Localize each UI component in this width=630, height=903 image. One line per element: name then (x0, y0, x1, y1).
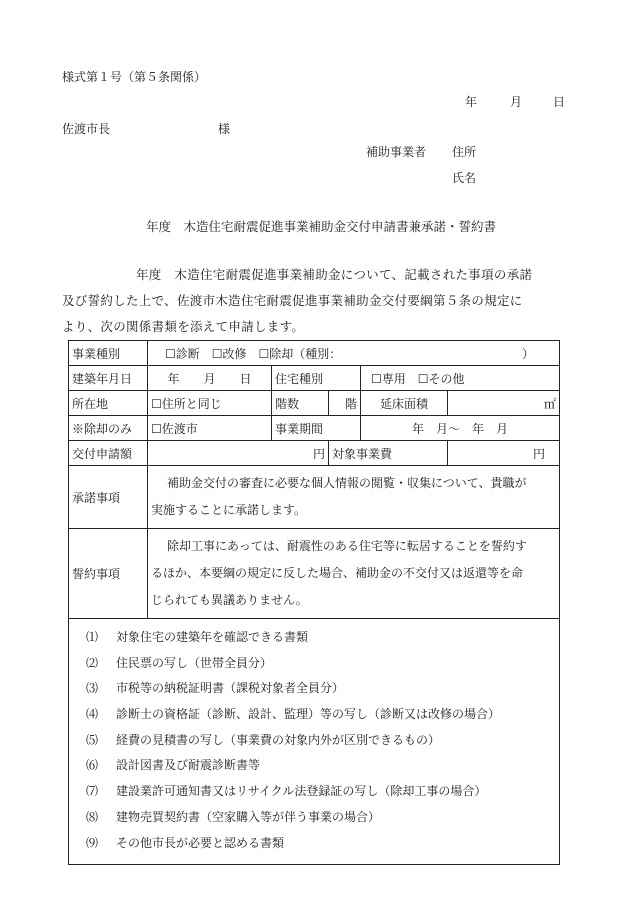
built-date-field[interactable]: 年 月 日 (148, 366, 272, 391)
table-row (69, 391, 560, 416)
floor-area-label: 延床面積 (361, 391, 448, 416)
document-number: ⑸ (86, 732, 99, 747)
document-list-item (72, 831, 556, 857)
document-text: 住民票の写し（世帯全員分） (116, 655, 273, 670)
project-type-field[interactable] (148, 341, 560, 366)
document-text: 設計図書及び耐震診断書等 (116, 758, 261, 773)
grant-amount-label: 交付申請額 (69, 441, 148, 466)
pledge-line: るほか、本要綱の規定に反した場合、補助金の不交付又は返還等を命 (151, 566, 524, 580)
table-row (69, 529, 560, 619)
pledge-label: 誓約事項 (69, 529, 148, 619)
document-number: ⑴ (86, 630, 99, 644)
project-type-label: 事業種別 (69, 341, 148, 366)
location-sado-option[interactable]: ☐佐渡市 (148, 416, 272, 441)
attached-documents-list (69, 619, 560, 865)
table-row (69, 441, 560, 466)
honorific: 様 (218, 122, 231, 136)
demolition-only-label: ※除却のみ (69, 416, 148, 441)
document-number: ⑹ (86, 758, 99, 773)
grant-amount-field[interactable]: 円 (148, 441, 329, 466)
table-row (69, 416, 560, 441)
period-label: 事業期間 (272, 416, 361, 441)
document-list-item (72, 753, 556, 779)
floors-field[interactable]: 階 (329, 391, 361, 416)
document-number: ⑷ (86, 707, 99, 722)
document-list-item (72, 728, 556, 754)
document-number: ⑺ (86, 784, 99, 799)
document-list-item (72, 676, 556, 702)
document-text: 建物売買契約書（空家購入等が伴う事業の場合） (116, 809, 381, 824)
address-label: 住所 (452, 145, 477, 159)
document-list-item (72, 702, 556, 728)
intro-line: より、次の関係書類を添えて申請します。 (62, 319, 305, 334)
document-text: 市税等の納税証明書（課税対象者全員分） (116, 681, 345, 696)
document-text: 診断士の資格証（診断、設計、監理）等の写し（診断又は改修の場合） (116, 707, 501, 722)
date-month-label: 月 (510, 95, 523, 109)
document-list-item (72, 625, 556, 651)
intro-line (62, 262, 577, 288)
applicant-label: 補助事業者 (366, 145, 427, 159)
project-type-close: ） (522, 346, 535, 361)
built-date-label: 建築年月日 (69, 366, 148, 391)
pledge-text (148, 529, 560, 619)
period-field[interactable]: 年 月～ 年 月 (361, 416, 560, 441)
location-label: 所在地 (69, 391, 148, 416)
project-cost-field[interactable]: 円 (448, 441, 560, 466)
project-cost-label: 対象事業費 (329, 441, 448, 466)
application-form-table (68, 340, 560, 865)
document-title: 年度 木造住宅耐震促進事業補助金交付申請書兼承諾・誓約書 (146, 219, 497, 234)
floors-label: 階数 (272, 391, 329, 416)
document-text: その他市長が必要と認める書類 (116, 835, 285, 850)
addressee: 佐渡市長 (62, 122, 111, 136)
intro-paragraph (62, 262, 577, 340)
documents-container (72, 625, 556, 856)
table-row (69, 341, 560, 366)
document-text: 経費の見積書の写し（事業費の対象内外が区別できるもの） (116, 732, 441, 747)
pledge-line: じられても異議ありません。 (151, 593, 308, 607)
consent-text (148, 466, 560, 529)
document-list-item (72, 779, 556, 805)
consent-label: 承諾事項 (69, 466, 148, 529)
consent-line: 実施することに承諾します。 (151, 503, 307, 517)
location-same-option[interactable]: ☐住所と同じ (148, 391, 272, 416)
document-number: ⑵ (86, 655, 99, 670)
document-number: ⑻ (86, 809, 99, 824)
name-label: 氏名 (452, 171, 477, 185)
table-row (69, 619, 560, 865)
form-number: 様式第１号（第５条関係） (62, 70, 207, 84)
housing-type-field[interactable]: ☐専用 ☐その他 (361, 366, 560, 391)
table-row (69, 466, 560, 529)
document-list-item (72, 805, 556, 831)
date-day-label: 日 (553, 95, 566, 109)
document-text: 対象住宅の建築年を確認できる書類 (116, 630, 309, 644)
document-number: ⑶ (86, 681, 99, 696)
intro-line: 及び誓約した上で、佐渡市木造住宅耐震促進事業補助金交付要綱第５条の規定に (62, 293, 523, 308)
document-number: ⑼ (86, 835, 99, 850)
date-year-label: 年 (465, 95, 478, 109)
table-row (69, 366, 560, 391)
document-list-item (72, 651, 556, 677)
project-type-options[interactable]: ☐診断 ☐改修 ☐除却（種別： (165, 346, 342, 361)
intro-line-1: 年度 木造住宅耐震促進事業補助金について、記載された事項の承諾 (136, 267, 533, 282)
pledge-line: 除却工事にあっては、耐震性のある住宅等に転居することを誓約す (167, 539, 527, 553)
consent-line: 補助金交付の審査に必要な個人情報の閲覧・収集について、貴職が (167, 476, 527, 490)
floor-area-field[interactable]: ㎡ (448, 391, 560, 416)
document-text: 建設業許可通知書又はリサイクル法登録証の写し（除却工事の場合） (116, 784, 487, 799)
housing-type-label: 住宅種別 (272, 366, 361, 391)
